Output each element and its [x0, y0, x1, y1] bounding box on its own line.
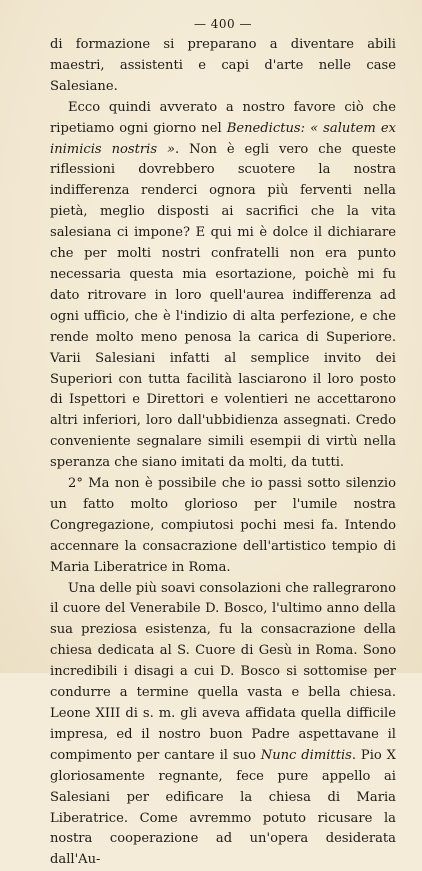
paragraph [50, 35, 396, 98]
paragraph [50, 474, 396, 579]
paragraph [50, 579, 396, 871]
paragraph [50, 98, 396, 474]
text-run: 2° Ma non è possibile che io passi sotto silenzio un fatto molto glorioso per l'umile nostra Congregazione, compiutosi pochi mesi fa. Intendo accennare la consacrazione dell'artistico tempio di Maria Liberatrice in Roma. [50, 476, 396, 575]
text-run: Una delle più soavi consolazioni che rallegrarono il cuore del Venerabile D. Bosco, l'ultimo anno della sua preziosa esistenza, fu la consacrazione della chiesa dedicata al S. Cuore di Gesù in Roma. Sono incredibili i disagi a cui D. Bosco si sottomise per condurre a termine quella vasta e bella chiesa. Leone XIII di s. m. gli aveva affidata quella difficile impresa, ed il nostro buon Padre aspettavane il compimento per cantare il suo [50, 580, 396, 763]
text-run: di formazione si preparano a diventare abili maestri, assistenti e capi d'arte nelle case Salesiane. [50, 37, 396, 94]
page-number: — 400 — [193, 17, 253, 31]
italic-text: Benedictus: « salutem ex inimicis nostris » [50, 120, 396, 157]
italic-text: Nunc dimittis [260, 747, 352, 763]
text-run: . Pio X gloriosamente regnante, fece pure appello ai Salesiani per edificare la chiesa di Maria Liberatrice. Come avremmo potuto ricusare la nostra cooperazione ad un'opera desiderata dall'Au- [50, 747, 396, 868]
text-run: Ecco quindi avverato a nostro favore ciò che ripetiamo ogni giorno nel [50, 99, 396, 136]
body-text [50, 35, 396, 871]
text-run: . Non è egli vero che queste riflessioni dovrebbero scuotere la nostra indifferenza renderci ognora più ferventi nella pietà, meglio disposti ai sacrifici che la vita salesiana ci impone? E qui mi è dolce il dichiarare che per molti nostri confratelli non era punto necessaria questa mia esortazione, poichè mi fu dato ritrovare in loro quell'aurea indifferenza ad ogni ufficio, che è l'indizio di alta perfezione, e che rende molto meno penosa la carica di Superiore. Varii Salesiani infatti al semplice invito dei Superiori con tutta facilità lasciarono il loro posto di Ispettori e Direttori e volentieri ne accettarono altri inferiori, loro dall'ubbidienza assegnati. Credo conveniente segnalare simili esempii di virtù nella speranza che siano imitati da molti, da tutti. [50, 141, 397, 471]
